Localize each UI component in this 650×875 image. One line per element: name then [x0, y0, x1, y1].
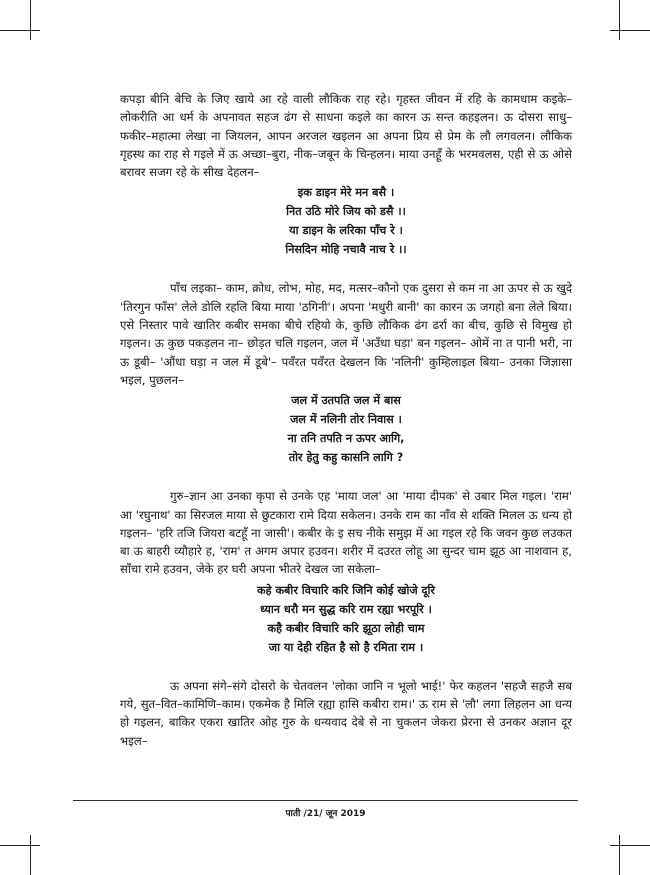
verse-line: तोर हेतु कहु कासनि लागि ? — [288, 451, 404, 465]
verse-line: नित उठि मोरे जिय को डसै ।। — [286, 205, 406, 219]
verse-line: या डाइन के लरिका पाँच रे । — [289, 224, 403, 238]
verse-line: ध्यान धरौ मन सुद्ध करि राम रह्या भरपूरि । — [260, 602, 432, 616]
verse-block — [120, 581, 572, 657]
crop-mark — [0, 30, 40, 31]
paragraph: पाँच लइका– काम, क्रोध, लोभ, मोह, मद, मत्सर–कौनो एक दुसरा से कम ना आ ऊपर से ऊ खुदे 'तिरगुन फाँस' लेले डोलि रहलि बिया माया 'ठगिनी'। अपना 'मधुरी बानी' का कारन ऊ जगहो बना लेले बिया। एसे निस्तार पावे खातिर कबीर समका बीचे रहियो के, कुछि लौकिक ढंग ढर्रा का बीच, कुछि से विमुख हो गइलन। ऊ कुछ पकड़लन ना– छोड़त चलि गइलन, जल में 'अउँधा घड़ा' बन गइलन– ओमें ना त पानी भरी, ना ऊ डूबी– 'औंधा घड़ा न जल में डूबे'– पवँरत पवँरत देखलन कि 'नलिनी' कुम्हिलाइल बिया– उनका जिज्ञासा भइल, पुछलन– — [120, 281, 572, 387]
crop-mark — [619, 835, 620, 875]
verse-line: ना तनि तपति न ऊपर आगि, — [287, 432, 405, 446]
verse-line: निसदिन मोहि नचावै नाच रे ।। — [285, 243, 407, 257]
footer-rule — [73, 800, 578, 801]
crop-mark — [30, 0, 31, 40]
verse-line: इक डाइन मेरे मन बसै । — [297, 186, 395, 200]
paragraph: ऊ अपना संगे–संगे दोसरो के चेतवलन 'लोका जानि न भूलो भाई!' फेर कहलन 'सहजै सहजै सब गये, सुत–वित–कामिणि–काम। एकमेक है मिलि रह्या हासि कबीरा राम।' ऊ राम से 'लौ' लगा लिहलन आ धन्य हो गइलन, बाकिर एकरा खातिर ओह गुरु के धन्यवाद देबे से ना चुकलन जेकरा प्रेरना से उनकर अज्ञान दूर भइल– — [120, 678, 572, 748]
crop-mark — [619, 0, 620, 40]
crop-mark — [610, 30, 650, 31]
verse-line: जा या देही रहित है सो है रमिता राम । — [268, 640, 424, 654]
verse-line: कहे कबीर विचारि करि जिनि कोई खोजे दूरि — [257, 583, 435, 597]
crop-mark — [0, 845, 40, 846]
page-footer: पाती /21/ जून 2019 — [285, 809, 366, 819]
verse-block — [120, 183, 572, 259]
article-body — [120, 90, 572, 750]
paragraph: गुरु–ज्ञान आ उनका कृपा से उनके एह 'माया जल' आ 'माया दीपक' से उबार मिल गइल। 'राम' आ 'रघुनाथ' का सिरजल माया से छुटकारा रामे दिया सकेलन। उनके राम का नाँव से शक्ति मिलल ऊ धन्य हो गइलन– 'हरि तजि जियरा बटहूँ ना जासी'। कबीर के इ सच नीके समुझ में आ गइल रहे कि जवन कुछ लउकत बा ऊ बाहरी व्यौहारे ह, 'राम' त अगम अपार हउवन। शरीर में दउरत लोहू आ सुन्दर चाम झूठ आ नाशवान ह, साँचा रामे हउवन, जेके हर घरी अपना भीतरे देखल जा सकेला– — [120, 489, 572, 577]
verse-line: जल में नलिनी तोर निवास । — [290, 413, 402, 427]
verse-line: कहै कबीर विचारि करि झूठा लोही चाम — [267, 621, 425, 635]
verse-block — [120, 391, 572, 467]
verse-line: जल में उतपति जल में बास — [291, 394, 401, 408]
crop-mark — [30, 835, 31, 875]
crop-mark — [610, 845, 650, 846]
paragraph: कपड़ा बीनि बेचि के जिए खाये आ रहे वाली लौकिक राह रहे। गृहस्त जीवन में रहि के कामधाम कइके– लोकरीति आ धर्म के अपनावत सहज ढंग से साधना कइले का कारन ऊ सन्त कहइलन। ऊ दोसरा साधु–फकीर–महात्मा लेखा ना जियलन, आपन अरजल खइलन आ अपना प्रिय से प्रेम के लौ लगवलन। लौकिक गृहस्थ का राह से गइले में ऊ अच्छा–बुरा, नीक–जबून के चिन्हलन। माया उनहूँ के भरमवलस, एही से ऊ ओसे बरावर सजग रहे के सीख देहलन– — [120, 92, 572, 180]
